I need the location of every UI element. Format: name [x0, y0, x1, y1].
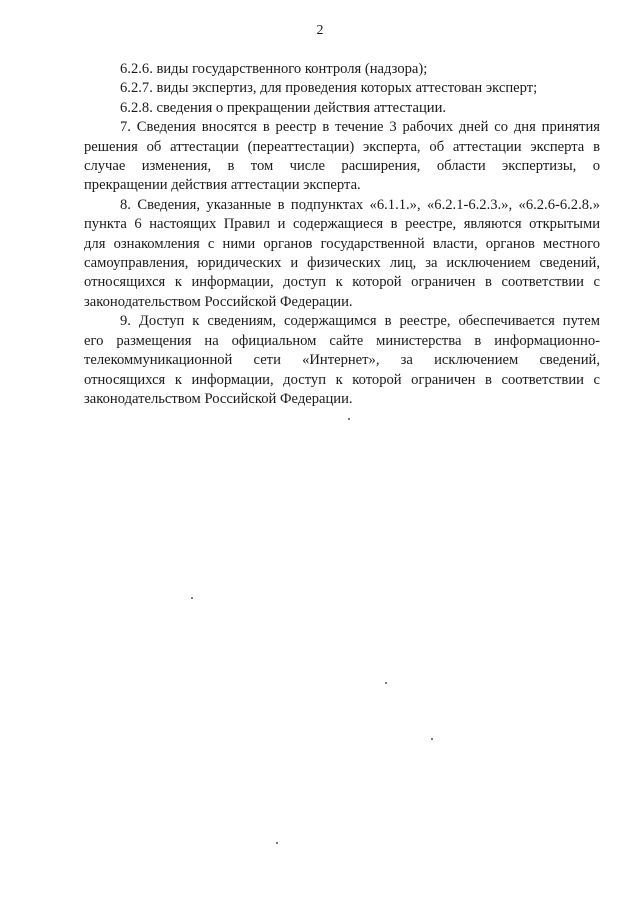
scan-speck	[191, 597, 193, 599]
text-line: 7. Сведения вносятся в реестр в течение 3 рабочих дней со дня принятия	[120, 119, 600, 136]
text-line: случае изменения, в том числе расширения, области экспертизы, о	[84, 158, 600, 175]
scan-speck	[276, 842, 278, 844]
scan-speck	[348, 418, 350, 420]
paragraph-7	[84, 118, 600, 196]
document-body	[84, 60, 600, 409]
text-line: 6.2.6. виды государственного контроля (надзора);	[120, 61, 428, 77]
page-number: 2	[316, 23, 324, 38]
paragraph-6-2-6	[84, 60, 600, 79]
text-line: для ознакомления с ними органов государственной власти, органов местного	[84, 235, 600, 252]
text-line: законодательством Российской Федерации.	[84, 390, 353, 407]
text-line: 6.2.8. сведения о прекращении действия аттестации.	[120, 99, 447, 116]
paragraph-8	[84, 196, 600, 312]
text-line: 8. Сведения, указанные в подпунктах «6.1.1.», «6.2.1-6.2.3.», «6.2.6-6.2.8.»	[120, 196, 600, 213]
text-line: 9. Доступ к сведениям, содержащимся в реестре, обеспечивается путем	[120, 313, 600, 330]
scan-speck	[385, 682, 387, 684]
text-line: законодательством Российской Федерации.	[84, 293, 353, 310]
paragraph-6-2-7	[84, 79, 600, 98]
text-line: телекоммуникационной сети «Интернет», за исключением сведений,	[84, 352, 600, 369]
text-line: решения об аттестации (переаттестации) эксперта, об аттестации эксперта в	[84, 138, 600, 155]
text-line: самоуправления, юридических и физических лиц, за исключением сведений,	[84, 255, 600, 272]
text-line: относящихся к информации, доступ к которой ограничен в соответствии с	[84, 371, 600, 388]
paragraph-6-2-8	[84, 99, 600, 118]
text-line: относящихся к информации, доступ к которой ограничен в соответствии с	[84, 274, 600, 291]
text-line: пункта 6 настоящих Правил и содержащиеся в реестре, являются открытыми	[84, 216, 600, 233]
scan-speck	[431, 738, 433, 740]
text-line: 6.2.7. виды экспертиз, для проведения которых аттестован эксперт;	[120, 80, 538, 97]
text-line: прекращении действия аттестации эксперта.	[84, 177, 361, 194]
paragraph-9	[84, 312, 600, 409]
text-line: его размещения на официальном сайте министерства в информационно-	[84, 332, 600, 349]
